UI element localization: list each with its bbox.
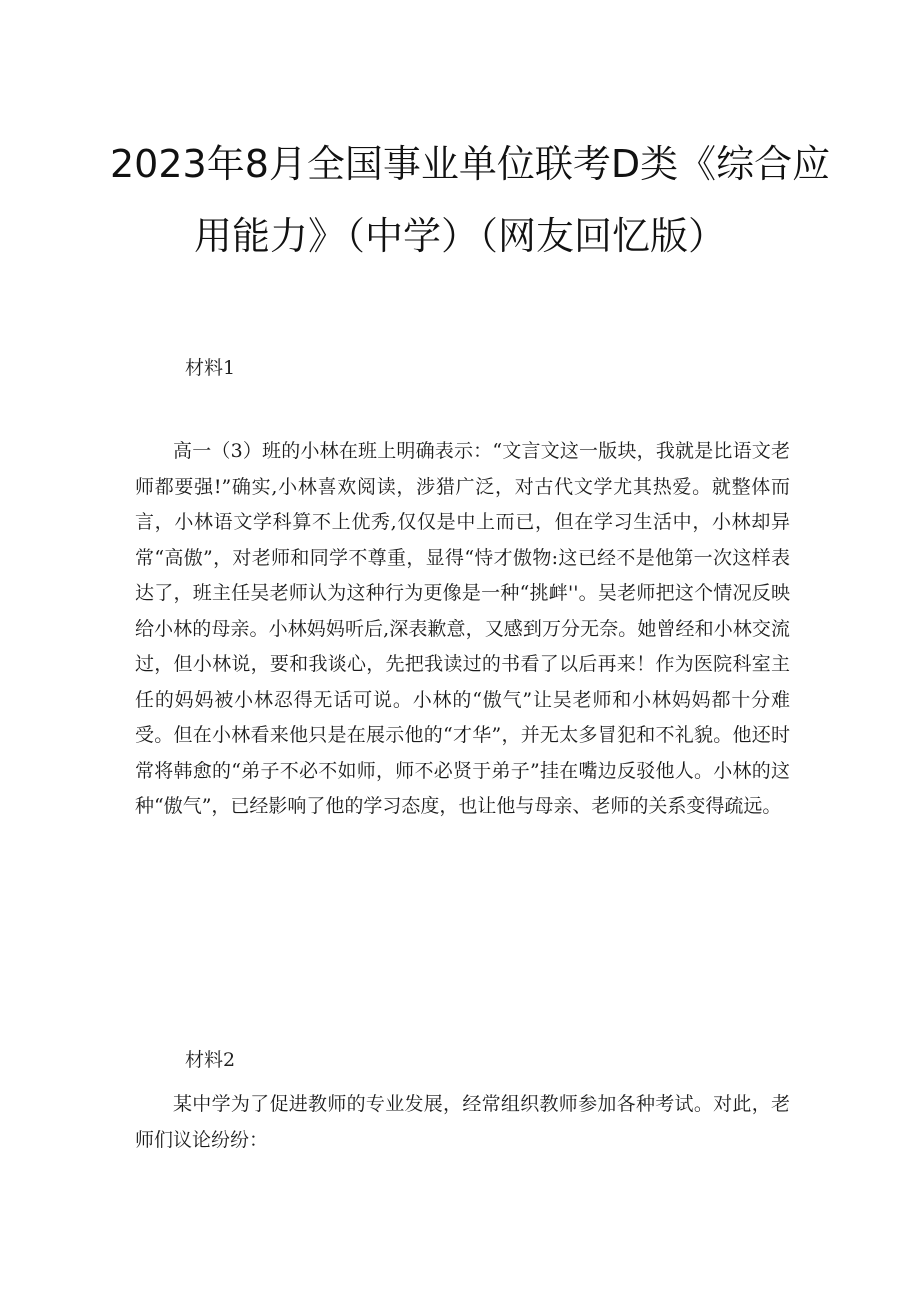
document-title-line-2: 用能力》（中学）（网友回忆版）	[193, 214, 726, 258]
document-title-line-1: 2023年8月全国事业单位联考D类《综合应	[110, 142, 831, 186]
material-2-paragraph: 某中学为了促进教师的专业发展，经常组织教师参加各种考试。对此，老师们议论纷纷：	[135, 1093, 790, 1151]
material-1-label: 材料1	[185, 357, 236, 379]
material-2-label: 材料2	[185, 1049, 236, 1071]
material-1-paragraph: 高一（3）班的小林在班上明确表示：“文言文这一版块，我就是比语文老师都要强!”确实,小林喜欢阅读，涉猎广泛，对古代文学尤其热爱。就整体而言，小林语文学科算不上优秀,仅仅是中上而已，但在学习生活中，小林却异常“高傲”，对老师和同学不尊重，显得“恃才傲物:这已经不是他第一次这样表达了，班主任吴老师认为这种行为更像是一种“挑衅''。吴老师把这个情况反映给小林的母亲。小林妈妈听后,深表歉意，又感到万分无奈。她曾经和小林交流过，但小林说，要和我谈心，先把我读过的书看了以后再来！作为医院科室主任的妈妈被小林忍得无话可说。小林的“傲气”让吴老师和小林妈妈都十分难受。但在小林看来他只是在展示他的“才华”，并无太多冒犯和不礼貌。他还时常将韩愈的“弟子不必不如师，师不必贤于弟子”挂在嘴边反驳他人。小林的这种“傲气”，已经影响了他的学习态度，也让他与母亲、老师的关系变得疏远。	[135, 440, 790, 817]
